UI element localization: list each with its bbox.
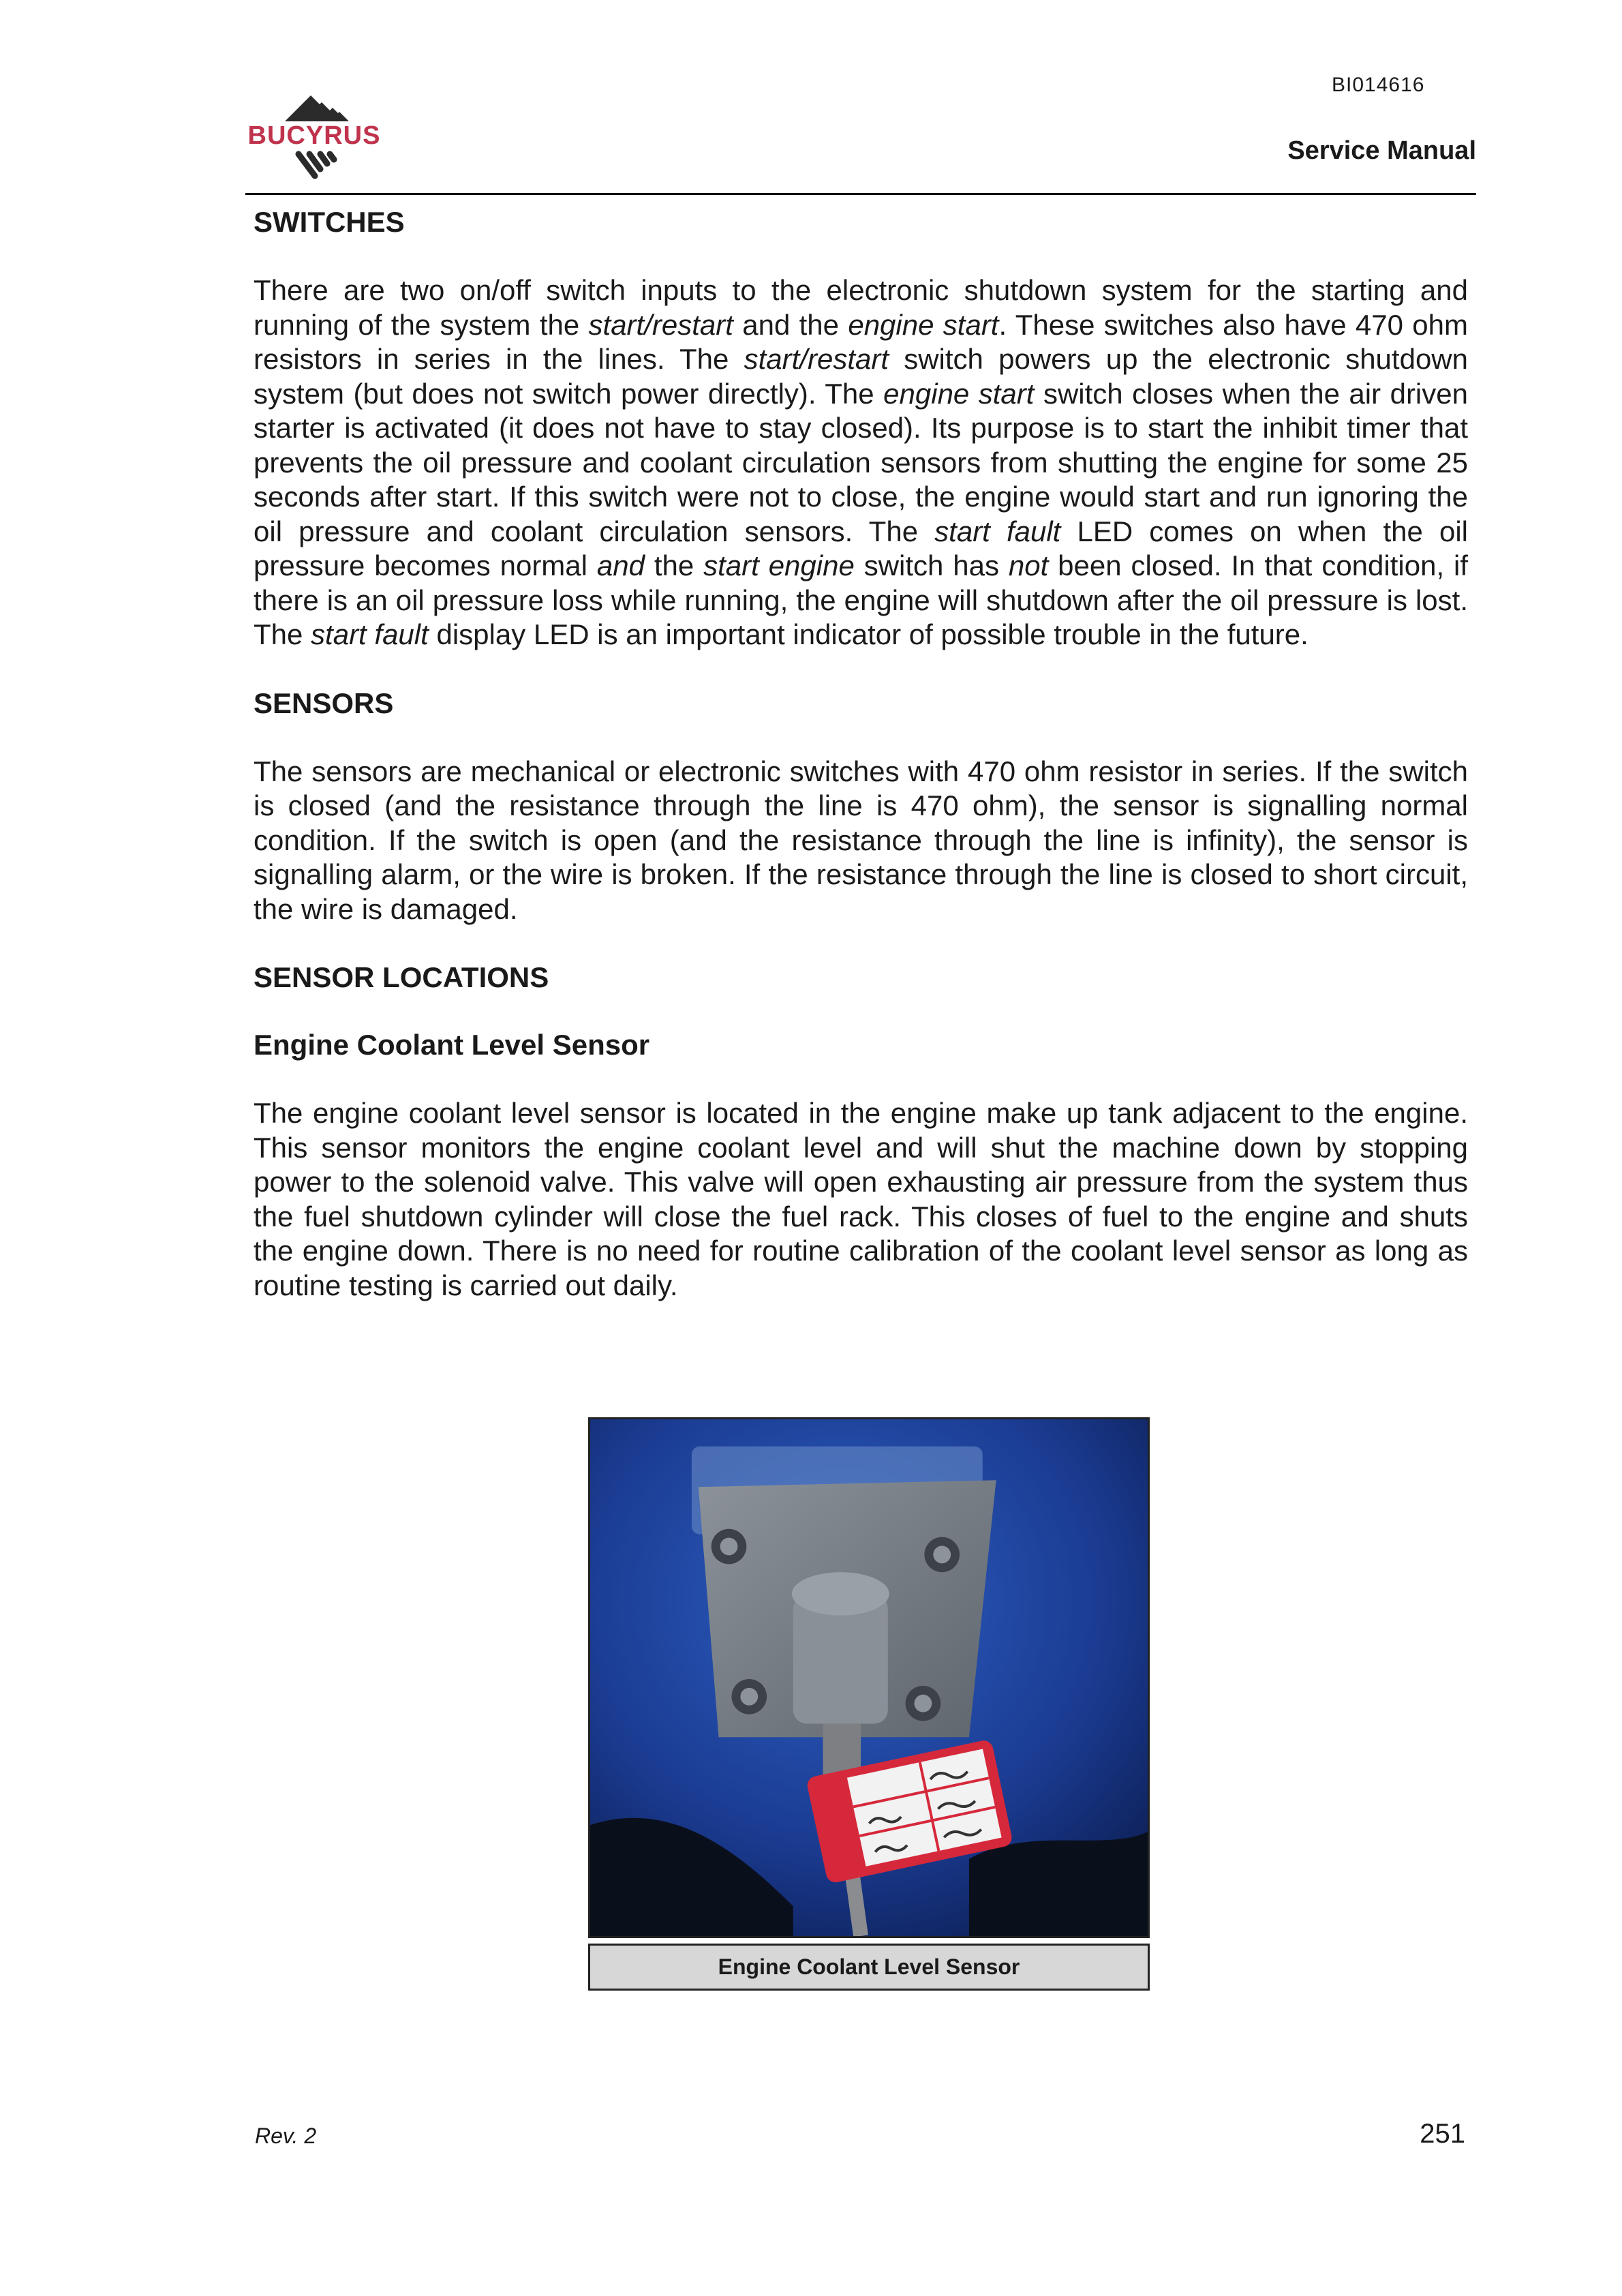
coolant-sensor-photo — [588, 1417, 1150, 1938]
switches-heading: SWITCHES — [254, 206, 405, 238]
manual-title: Service Manual — [1287, 136, 1476, 165]
bucyrus-logo — [244, 91, 384, 183]
sensor-figure — [588, 1417, 1150, 1991]
page-number: 251 — [1420, 2119, 1465, 2149]
document-id: BI014616 — [1332, 74, 1425, 96]
header-divider — [245, 193, 1476, 195]
sensor-locations-heading: SENSOR LOCATIONS — [254, 961, 549, 993]
coolant-sensor-paragraph: The engine coolant level sensor is located in the engine make up tank adjacent to the engine. This sensor monitors the engine coolant level and will shut the machine down by stopping power to the solenoid valve. This valve will open exhausting air pressure from the system thus the fuel shutdown cylinder will close the fuel rack. This closes of fuel to the engine and shuts the engine down. There is no need for routine calibration of the coolant level sensor as long as routine testing is carried out daily. — [254, 1097, 1468, 1301]
logo-text: BUCYRUS — [247, 121, 381, 150]
sensors-paragraph: The sensors are mechanical or electronic switches with 470 ohm resistor in series. If the switch is closed (and the resistance through the line is 470 ohm), the sensor is signalling normal condition. If the switch is open (and the resistance through the line is infinity), the sensor is signalling alarm, or the wire is broken. If the resistance through the line is closed to short circuit, the wire is damaged. — [254, 755, 1468, 925]
sensors-heading: SENSORS — [254, 686, 394, 719]
figure-caption: Engine Coolant Level Sensor — [588, 1944, 1150, 1991]
page-content — [254, 202, 1468, 1303]
coolant-sensor-subheading: Engine Coolant Level Sensor — [254, 1029, 650, 1061]
revision-label: Rev. 2 — [255, 2124, 317, 2148]
switches-paragraph: There are two on/off switch inputs to the electronic shutdown system for the starting and running of the system the start/restart and the engine start. These switches also have 470 ohm resistors in series in the lines. The start/restart switch powers up the electronic shutdown system (but does not switch power directly). The engine start switch closes when the air driven starter is activated (it does not have to stay closed). Its purpose is to start the inhibit timer that prevents the oil pressure and coolant circulation sensors from shutting the engine for some 25 seconds after start. If this switch were not to close, the engine would start and run ignoring the oil pressure and coolant circulation sensors. The start fault LED comes on when the oil pressure becomes normal and the start engine switch has not been closed. In that condition, if there is an oil pressure loss while running, the engine will shutdown after the oil pressure is lost. The start fault display LED is an important indicator of possible trouble in the future. — [254, 274, 1468, 650]
